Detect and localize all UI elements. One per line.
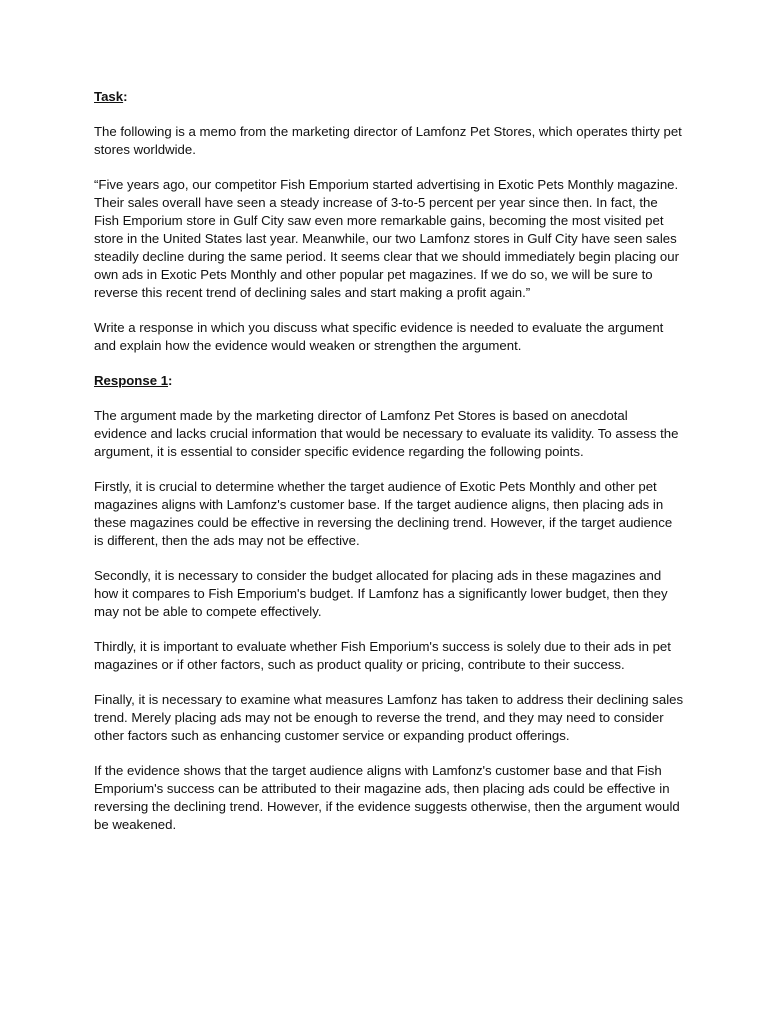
task-paragraph-instructions: Write a response in which you discuss what specific evidence is needed to evaluate the argument and explain how the evidence would weaken or strengthen the argument. bbox=[94, 320, 664, 353]
task-heading-text: Task bbox=[94, 89, 124, 104]
task-heading bbox=[94, 88, 684, 106]
response-heading-colon: : bbox=[168, 373, 173, 388]
response-heading bbox=[94, 372, 684, 390]
response-paragraph-firstly: Firstly, it is crucial to determine whether the target audience of Exotic Pets Monthly and other pet magazines aligns with Lamfonz's customer base. If the target audience aligns, then placing ads in these magazines could be effective in reversing the declining trend. However, if the target audience is different, then the ads may not be effective. bbox=[94, 479, 673, 548]
document-page bbox=[94, 88, 684, 834]
response-paragraph-secondly: Secondly, it is necessary to consider the budget allocated for placing ads in these magazines and how it compares to Fish Emporium's budget. If Lamfonz has a significantly lower budget, then they may not be able to compete effectively. bbox=[94, 568, 668, 619]
response-paragraph-finally: Finally, it is necessary to examine what measures Lamfonz has taken to address their declining sales trend. Merely placing ads may not be enough to reverse the trend, and they may need to consider other factors such as enhancing customer service or expanding product offerings. bbox=[94, 692, 684, 743]
response-paragraph-intro: The argument made by the marketing director of Lamfonz Pet Stores is based on anecdotal evidence and lacks crucial information that would be necessary to evaluate its validity. To assess the argument, it is essential to consider specific evidence regarding the following points. bbox=[94, 408, 679, 459]
response-paragraph-thirdly: Thirdly, it is important to evaluate whether Fish Emporium's success is solely due to their ads in pet magazines or if other factors, such as product quality or pricing, contribute to their success. bbox=[94, 639, 671, 672]
response-paragraph-conclusion: If the evidence shows that the target audience aligns with Lamfonz's customer base and that Fish Emporium's success can be attributed to their magazine ads, then placing ads could be effective in reversing the declining trend. However, if the evidence suggests otherwise, then the argument would be weakened. bbox=[94, 763, 680, 832]
task-heading-colon: : bbox=[123, 89, 128, 104]
task-paragraph-memo-intro: The following is a memo from the marketing director of Lamfonz Pet Stores, which operates thirty pet stores worldwide. bbox=[94, 124, 682, 157]
response-heading-text: Response 1 bbox=[94, 373, 169, 388]
task-paragraph-memo-quote: “Five years ago, our competitor Fish Emporium started advertising in Exotic Pets Monthly magazine. Their sales overall have seen a steady increase of 3-to-5 percent per year since then. In fact, the Fish Emporium store in Gulf City saw even more remarkable gains, becoming the most visited pet store in the United States last year. Meanwhile, our two Lamfonz stores in Gulf City have seen sales steadily decline during the same period. It seems clear that we should immediately begin placing our own ads in Exotic Pets Monthly and other popular pet magazines. If we do so, we will be sure to reverse this recent trend of declining sales and start making a profit again.” bbox=[94, 177, 679, 300]
